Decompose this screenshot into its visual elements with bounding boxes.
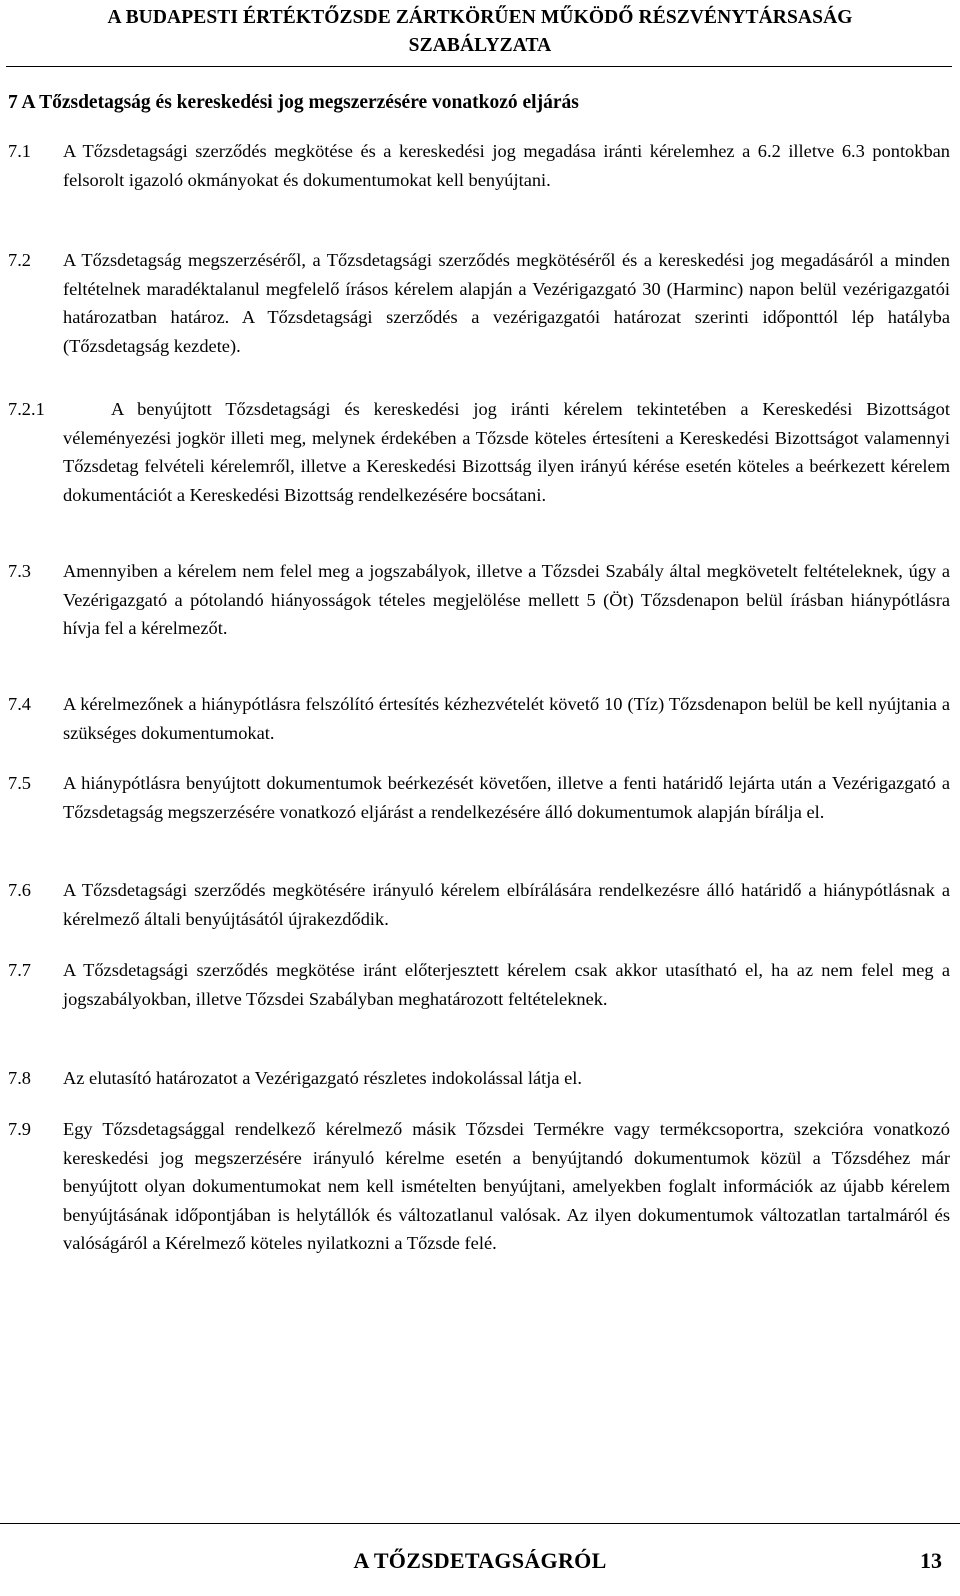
paragraph-text: A hiánypótlásra benyújtott dokumentumok beérkezését követően, illetve a fenti határidő lejárta után a Vezérigazgató a Tőzsdetagság megszerzésére vonatkozó eljárást a rendelkezésére álló dokumentumok alapján bírálja el. <box>63 773 950 822</box>
paragraph-text: A kérelmezőnek a hiánypótlásra felszólító értesítés kézhezvételét követő 10 (Tíz) Tőzsdenapon belül be kell nyújtania a szükséges dokumentumokat. <box>63 694 950 743</box>
document-header <box>0 4 960 60</box>
paragraph-text: A Tőzsdetagsági szerződés megkötése iránt előterjesztett kérelem csak akkor utasítható el, ha az nem felel meg a jogszabályokban, illetve Tőzsdei Szabályban meghatározott feltételeknek. <box>63 960 950 1009</box>
footer-title: A TŐZSDETAGSÁGRÓL <box>353 1548 607 1573</box>
paragraph-7-7 <box>8 956 950 1013</box>
footer-divider <box>0 1523 960 1524</box>
paragraph-number: 7.7 <box>8 960 31 980</box>
paragraph-7-8 <box>8 1064 950 1093</box>
paragraph-7-9 <box>8 1115 950 1258</box>
page-number: 13 <box>920 1548 942 1573</box>
paragraph-7-3 <box>8 557 950 643</box>
paragraph-number: 7.4 <box>8 694 31 714</box>
paragraph-text: A Tőzsdetagság megszerzéséről, a Tőzsdetagsági szerződés megkötéséről és a kereskedési jog megadásáról a minden feltételnek maradéktalanul megfelelő írásos kérelem alapján a Vezérigazgató 30 (Harminc) napon belül vezérigazgatói határozatban határoz. A Tőzsdetagsági szerződés a vezérigazgatói határozat szerinti időponttól lép hatályba (Tőzsdetagság kezdete). <box>63 250 950 356</box>
header-divider <box>6 66 952 67</box>
paragraph-number: 7.6 <box>8 880 31 900</box>
paragraph-text: A Tőzsdetagsági szerződés megkötésére irányuló kérelem elbírálására rendelkezésre álló határidő a hiánypótlásnak a kérelmező általi benyújtásától újrakezdődik. <box>63 880 950 929</box>
header-line-1: A BUDAPESTI ÉRTÉKTŐZSDE ZÁRTKÖRŰEN MŰKÖDŐ RÉSZVÉNYTÁRSASÁG <box>107 7 853 28</box>
paragraph-text: Az elutasító határozatot a Vezérigazgató részletes indokolással látja el. <box>63 1068 582 1088</box>
paragraph-text: A Tőzsdetagsági szerződés megkötése és a kereskedési jog megadása iránti kérelemhez a 6.2 illetve 6.3 pontokban felsorolt igazoló okmányokat és dokumentumokat kell benyújtani. <box>63 141 950 190</box>
paragraph-number: 7.3 <box>8 561 31 581</box>
paragraph-number: 7.8 <box>8 1068 31 1088</box>
section-title: 7 A Tőzsdetagság és kereskedési jog megszerzésére vonatkozó eljárás <box>8 92 579 113</box>
paragraph-text: A benyújtott Tőzsdetagsági és kereskedési jog iránti kérelem tekintetében a Kereskedési Bizottságot véleményezési jogkör illeti meg, melynek érdekében a Tőzsde köteles értesíteni a Kereskedési Bizottságot valamennyi Tőzsdetag felvételi kérelemről, illetve a Kereskedési Bizottság ilyen irányú kérése esetén köteles a beérkezett kérelem dokumentációt a Kereskedési Bizottság rendelkezésére bocsátani. <box>63 399 950 505</box>
paragraph-number: 7.9 <box>8 1119 31 1139</box>
paragraph-7-6 <box>8 876 950 933</box>
paragraph-text: Egy Tőzsdetagsággal rendelkező kérelmező másik Tőzsdei Termékre vagy termékcsoportra, szekcióra vonatkozó kereskedési jog megszerzésére irányuló kérelme esetén a benyújtandó dokumentumok közül a Tőzsdéhez már benyújtott olyan dokumentumokat nem kell ismételten benyújtani, amelyekben foglalt információk az újabb kérelem benyújtásának időpontjában is helytállók és változatlanul valósak. Az ilyen dokumentumok változatlan tartalmáról és valóságáról a Kérelmező köteles nyilatkozni a Tőzsde felé. <box>63 1119 950 1254</box>
paragraph-7-1 <box>8 137 950 194</box>
paragraph-text: Amennyiben a kérelem nem felel meg a jogszabályok, illetve a Tőzsdei Szabály által megkövetelt feltételeknek, úgy a Vezérigazgató a pótolandó hiányosságok tételes megjelölése mellett 5 (Öt) Tőzsdenapon belül írásban hiánypótlásra hívja fel a kérelmezőt. <box>63 561 950 639</box>
paragraph-number: 7.2 <box>8 250 31 270</box>
paragraph-number: 7.5 <box>8 773 31 793</box>
paragraph-7-2 <box>8 246 950 360</box>
paragraph-7-2-1 <box>8 395 950 509</box>
paragraph-number: 7.1 <box>8 141 31 161</box>
paragraph-7-5 <box>8 769 950 826</box>
paragraph-7-4 <box>8 690 950 747</box>
header-line-2: SZABÁLYZATA <box>408 35 552 56</box>
paragraph-number: 7.2.1 <box>8 399 45 419</box>
